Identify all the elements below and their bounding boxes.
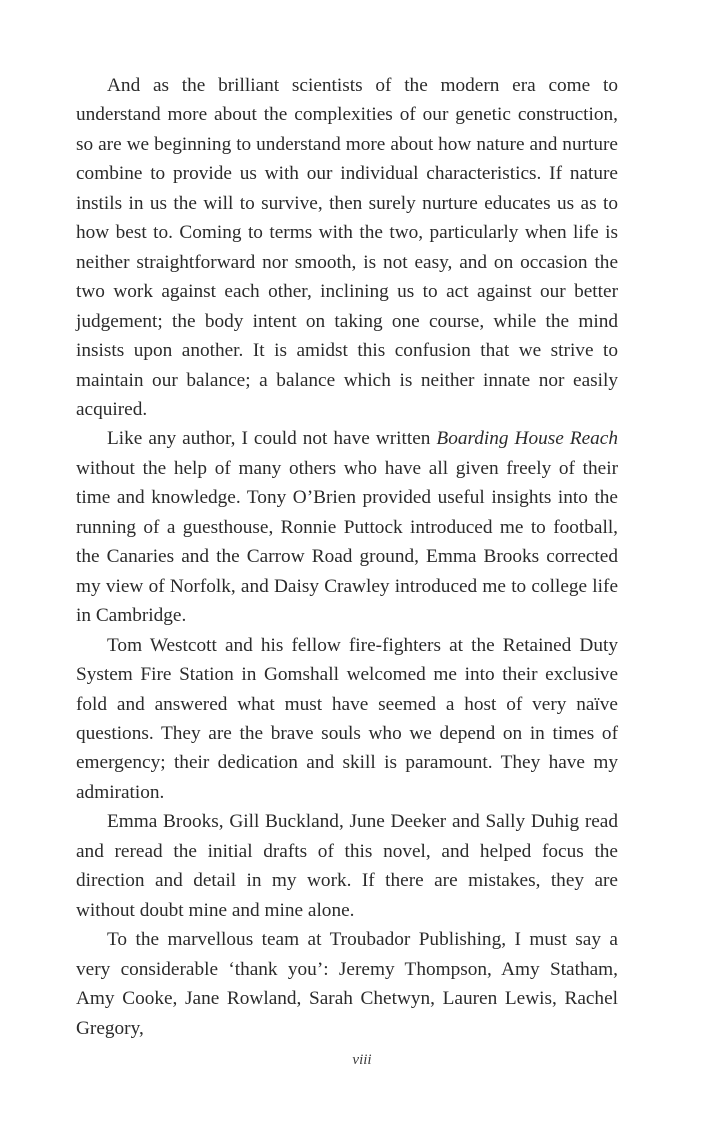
paragraph-fire-fighters: Tom Westcott and his fellow fire-fighters at the Retained Duty System Fire Station in Gomshall welcomed me into their exclusive fold and answered what must have seemed a host of very naïve questions. They are the brave souls who we depend on in times of emergency; their dedication and skill is paramount. They have my admiration. (76, 634, 618, 803)
paragraph-publisher: To the marvellous team at Troubador Publishing, I must say a very considerable ‘thank you’: Jeremy Thompson, Amy Statham, Amy Cooke, Jane Rowland, Sarah Chetwyn, Lauren Lewis, Rachel Gregory, (76, 929, 618, 1039)
body-text (76, 71, 618, 1043)
book-title: Boarding House Reach (436, 428, 618, 450)
paragraph-readers: Emma Brooks, Gill Buckland, June Deeker and Sally Duhig read and reread the initial drafts of this novel, and helped focus the direction and detail in my work. If there are mistakes, they are without doubt mine and mine alone. (76, 811, 618, 921)
paragraph-genetics: And as the brilliant scientists of the modern era come to understand more about the complexities of our genetic construction, so are we beginning to understand more about how nature and nurture combine to provide us with our individual characteristics. If nature instils in us the will to survive, then surely nurture educates us as to how best to. Coming to terms with the two, particularly when life is neither straightforward nor smooth, is not easy, and on occasion the two work against each other, inclining us to act against our better judgement; the body intent on taking one course, while the mind insists upon another. It is amidst this confusion that we strive to maintain our balance; a balance which is neither innate nor easily acquired. (76, 75, 618, 420)
paragraph-author-thanks-end: without the help of many others who have all given freely of their time and knowledge. Tony O’Brien provided useful insights into the running of a guesthouse, Ronnie Puttock introduced me to football, the Canaries and the Carrow Road ground, Emma Brooks corrected my view of Norfolk, and Daisy Crawley introduced me to college life in Cambridge. (76, 457, 618, 627)
page-number: viii (352, 1052, 372, 1068)
paragraph-author-thanks (76, 424, 618, 630)
paragraph-author-thanks-start: Like any author, I could not have written (107, 428, 437, 450)
